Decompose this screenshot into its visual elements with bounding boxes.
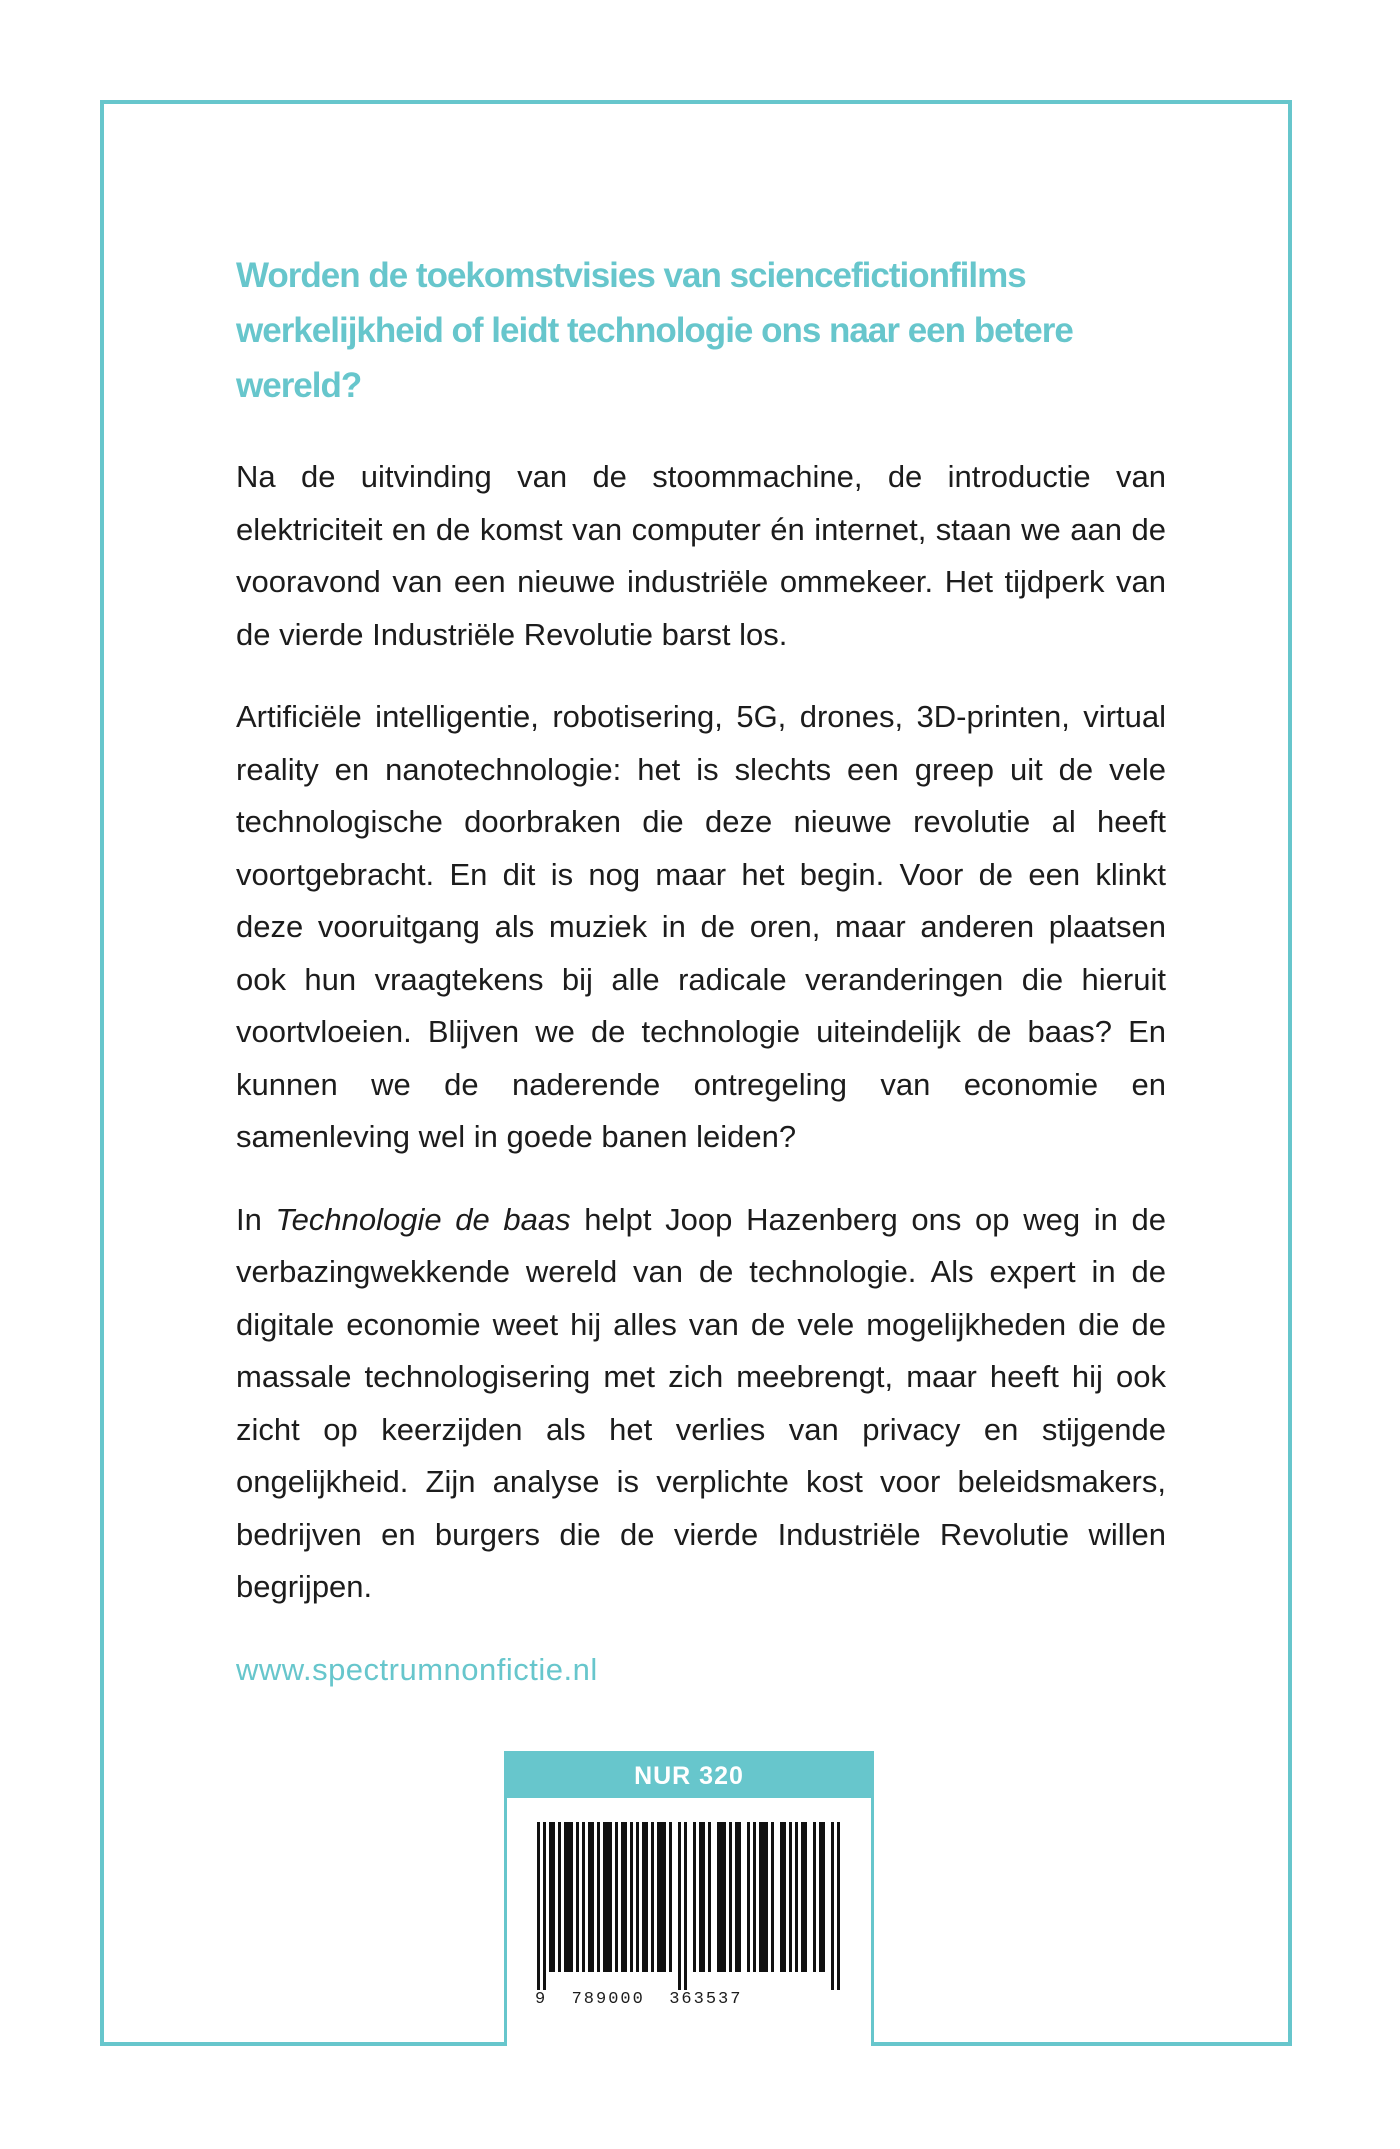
book-title: Technologie de baas [275, 1201, 571, 1237]
isbn-digits: 9 789000 363537 [535, 1990, 743, 2009]
paragraph-1: Na de uitvinding van de stoommachine, de introductie van elektriciteit en de komst van computer én internet, staan we aan de vooravond van een nieuwe industriële ommekeer. Het tijdperk van de vierde Industriële Revolutie barst los. [236, 459, 1166, 652]
publisher-website-link[interactable]: www.spectrumnonfictie.nl [236, 1651, 598, 1687]
barcode-icon [537, 1822, 847, 1990]
paragraph-3-prefix: In [236, 1201, 276, 1237]
back-cover-text [236, 248, 1166, 1696]
headline-line-1: Worden de toekomstvisies van sciencefictionfilms [236, 256, 1026, 295]
paragraph-3-body: helpt Joop Hazenberg ons op weg in de verbazingwekkende wereld van de technologie. Als expert in de digitale economie weet hij alles van de vele mogelijkheden die de massale technologisering met zich meebrengt, maar heeft hij ook zicht op keerzijden als het verlies van privacy en stijgende ongelijkheid. Zijn analyse is verplichte kost voor beleidsmakers, bedrijven en burgers die de vierde Industriële Revolutie willen begrijpen. [236, 1201, 1166, 1604]
paragraph-2: Artificiële intelligentie, robotisering, 5G, drones, 3D-printen, virtual reality en nanotechnologie: het is slechts een greep uit de vele technologische doorbraken die deze nieuwe revolutie al heeft voortgebracht. En dit is nog maar het begin. Voor de een klinkt deze vooruitgang als muziek in de oren, maar anderen plaatsen ook hun vraagtekens bij alle radicale veranderingen die hieruit voortvloeien. Blijven we de technologie uiteindelijk de baas? En kunnen we de naderende ontregeling van economie en samenleving wel in goede banen leiden? [236, 699, 1166, 1154]
headline [236, 248, 1166, 413]
paragraph-3 [236, 1194, 1166, 1614]
headline-line-2: werkelijkheid of leidt technologie ons naar een betere wereld? [236, 311, 1073, 405]
barcode-block [504, 1751, 874, 2046]
nur-label: NUR 320 [507, 1754, 871, 1798]
